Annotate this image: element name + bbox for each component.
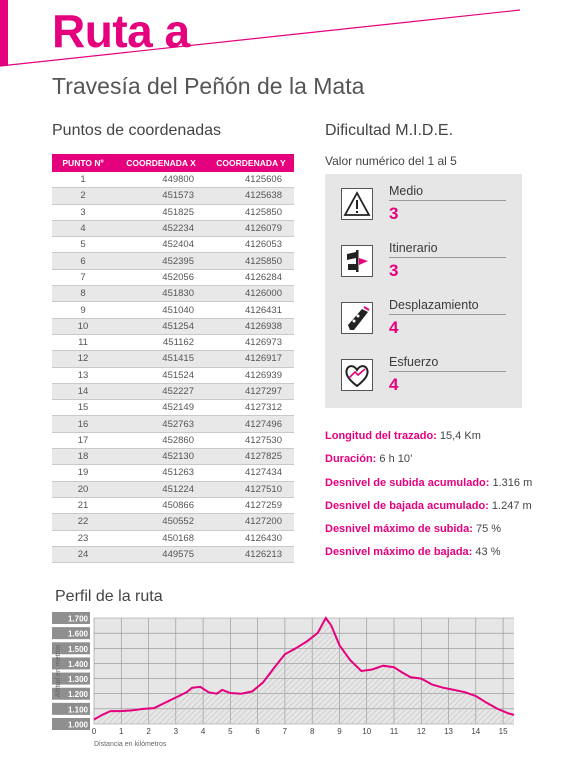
table-row <box>52 449 294 465</box>
cell-y: 4127259 <box>208 497 294 513</box>
table-row <box>52 269 294 285</box>
stat-length: Longitud del trazado: 15,4 Km <box>325 430 481 442</box>
cell-y: 4127312 <box>208 400 294 416</box>
table-row <box>52 351 294 367</box>
cell-y: 4126973 <box>208 334 294 350</box>
x-tick-label: 2 <box>146 727 151 736</box>
cell-y: 4127496 <box>208 416 294 432</box>
x-tick-label: 0 <box>91 727 97 736</box>
mide-item-desplazamiento <box>325 292 522 348</box>
cell-point: 6 <box>52 253 114 269</box>
route-stats <box>325 430 565 570</box>
y-tick-label: 1.100 <box>67 705 88 715</box>
table-row <box>52 514 294 530</box>
cell-point: 19 <box>52 465 114 481</box>
x-tick-label: 14 <box>471 727 481 736</box>
cell-y: 4127510 <box>208 481 294 497</box>
mide-panel <box>325 174 522 408</box>
y-tick-label: 1.200 <box>67 690 88 700</box>
cell-x: 451254 <box>114 318 208 334</box>
x-tick-label: 11 <box>389 727 399 736</box>
cell-x: 452763 <box>114 416 208 432</box>
cell-point: 12 <box>52 351 114 367</box>
x-tick-label: 7 <box>282 727 288 736</box>
table-row <box>52 416 294 432</box>
cell-x: 451162 <box>114 334 208 350</box>
boot-icon <box>341 302 373 334</box>
mide-divider <box>389 257 506 258</box>
table-row <box>52 367 294 383</box>
x-tick-label: 3 <box>173 727 179 736</box>
x-tick-label: 8 <box>309 727 315 736</box>
x-tick-label: 10 <box>362 727 372 736</box>
y-tick-label: 1.700 <box>67 614 88 624</box>
cell-point: 7 <box>52 269 114 285</box>
x-tick-label: 12 <box>416 727 426 736</box>
table-row <box>52 497 294 513</box>
cell-y: 4126431 <box>208 302 294 318</box>
cell-point: 18 <box>52 449 114 465</box>
y-axis-label: Altitud en metros <box>55 644 62 698</box>
cell-y: 4126938 <box>208 318 294 334</box>
cell-x: 450168 <box>114 530 208 546</box>
table-row <box>52 237 294 253</box>
cell-x: 451573 <box>114 188 208 204</box>
table-row <box>52 318 294 334</box>
stat-ascent-total: Desnivel de subida acumulado: 1.316 m <box>325 476 533 489</box>
mide-value: 4 <box>389 318 399 337</box>
cell-point: 11 <box>52 334 114 350</box>
table-row <box>52 172 294 188</box>
table-row <box>52 302 294 318</box>
cell-point: 22 <box>52 514 114 530</box>
cell-y: 4125850 <box>208 204 294 220</box>
mide-label: Medio <box>389 184 424 198</box>
elevation-profile-chart <box>52 610 522 755</box>
cell-x: 452130 <box>114 449 208 465</box>
x-tick-label: 6 <box>255 727 260 736</box>
cell-x: 452860 <box>114 432 208 448</box>
mide-item-esfuerzo <box>325 349 522 405</box>
cell-y: 4125638 <box>208 188 294 204</box>
cell-point: 23 <box>52 530 114 546</box>
mide-label: Desplazamiento <box>389 298 479 312</box>
cell-y: 4125850 <box>208 253 294 269</box>
cell-y: 4127530 <box>208 432 294 448</box>
cell-x: 452395 <box>114 253 208 269</box>
x-tick-label: 13 <box>444 727 453 736</box>
table-row <box>52 188 294 204</box>
cell-x: 452056 <box>114 269 208 285</box>
table-row <box>52 481 294 497</box>
cell-y: 4126079 <box>208 220 294 236</box>
table-row <box>52 253 294 269</box>
cell-point: 24 <box>52 546 114 562</box>
cell-y: 4126053 <box>208 237 294 253</box>
x-tick-label: 4 <box>200 727 206 736</box>
cell-y: 4127434 <box>208 465 294 481</box>
cell-point: 21 <box>52 497 114 513</box>
y-tick-label: 1.000 <box>67 720 88 730</box>
cell-point: 1 <box>52 172 114 188</box>
cell-x: 451415 <box>114 351 208 367</box>
x-tick-label: 5 <box>228 727 233 736</box>
stat-descent-total: Desnivel de bajada acumulado: 1.247 m <box>325 499 532 512</box>
y-tick-label: 1.600 <box>67 629 88 639</box>
x-tick-label: 9 <box>337 727 342 736</box>
cell-y: 4127297 <box>208 383 294 399</box>
table-row <box>52 220 294 236</box>
cell-y: 4126939 <box>208 367 294 383</box>
coordinates-table <box>52 154 294 563</box>
cell-point: 9 <box>52 302 114 318</box>
profile-heading: Perfil de la ruta <box>55 588 163 605</box>
stat-max-ascent: Desnivel máximo de subida: 75 % <box>325 523 502 536</box>
cell-y: 4126000 <box>208 286 294 302</box>
cell-y: 4125606 <box>208 172 294 188</box>
cell-x: 451263 <box>114 465 208 481</box>
cell-x: 452234 <box>114 220 208 236</box>
cell-y: 4126430 <box>208 530 294 546</box>
coordinates-table-body <box>52 172 294 563</box>
table-row <box>52 465 294 481</box>
cell-x: 449575 <box>114 546 208 562</box>
cell-x: 451825 <box>114 204 208 220</box>
y-tick-label: 1.400 <box>67 659 88 669</box>
column-header-y: COORDENADA Y <box>208 154 294 172</box>
mide-label: Esfuerzo <box>389 355 439 369</box>
cell-point: 10 <box>52 318 114 334</box>
mide-item-itinerario <box>325 235 522 291</box>
cell-x: 452149 <box>114 400 208 416</box>
coords-heading: Puntos de coordenadas <box>52 122 222 139</box>
x-tick-label: 15 <box>498 727 508 736</box>
stat-max-descent: Desnivel máximo de bajada: 43 % <box>325 546 501 559</box>
cell-y: 4126284 <box>208 269 294 285</box>
column-header-x: COORDENADA X <box>114 154 208 172</box>
cell-point: 4 <box>52 220 114 236</box>
cell-x: 452227 <box>114 383 208 399</box>
cell-x: 452404 <box>114 237 208 253</box>
cell-y: 4126213 <box>208 546 294 562</box>
mide-heading: Dificultad M.I.D.E. <box>325 122 454 139</box>
mide-value: 3 <box>389 261 399 280</box>
y-tick-label: 1.500 <box>67 644 88 654</box>
cell-point: 17 <box>52 432 114 448</box>
mide-item-medio <box>325 178 522 234</box>
cell-point: 8 <box>52 286 114 302</box>
cell-y: 4127825 <box>208 449 294 465</box>
mide-value: 3 <box>389 204 399 223</box>
mide-divider <box>389 371 506 372</box>
x-axis-label: Distancia en kilómetros <box>94 741 167 748</box>
cell-x: 451224 <box>114 481 208 497</box>
cell-point: 5 <box>52 237 114 253</box>
mide-divider <box>389 314 506 315</box>
cell-point: 15 <box>52 400 114 416</box>
cell-y: 4126917 <box>208 351 294 367</box>
table-row <box>52 286 294 302</box>
mide-label: Itinerario <box>389 241 438 255</box>
y-tick-label: 1.300 <box>67 675 88 685</box>
cell-point: 20 <box>52 481 114 497</box>
table-row <box>52 334 294 350</box>
warning-triangle-icon <box>341 188 373 220</box>
table-row <box>52 400 294 416</box>
cell-point: 14 <box>52 383 114 399</box>
mide-value: 4 <box>389 375 399 394</box>
table-row <box>52 546 294 562</box>
table-row <box>52 204 294 220</box>
table-row <box>52 530 294 546</box>
cell-point: 2 <box>52 188 114 204</box>
cell-x: 451524 <box>114 367 208 383</box>
cell-x: 450866 <box>114 497 208 513</box>
stat-duration: Duración: 6 h 10’ <box>325 453 413 466</box>
signpost-icon <box>341 245 373 277</box>
cell-x: 451040 <box>114 302 208 318</box>
cell-x: 451830 <box>114 286 208 302</box>
cell-x: 449800 <box>114 172 208 188</box>
cell-point: 16 <box>52 416 114 432</box>
mide-caption: Valor numérico del 1 al 5 <box>325 154 457 168</box>
cell-point: 3 <box>52 204 114 220</box>
heart-icon <box>341 359 373 391</box>
x-tick-label: 1 <box>119 727 124 736</box>
cell-x: 450552 <box>114 514 208 530</box>
table-row <box>52 383 294 399</box>
column-header-point: PUNTO Nº <box>52 154 114 172</box>
table-row <box>52 432 294 448</box>
cell-point: 13 <box>52 367 114 383</box>
page-title: Ruta a <box>52 5 190 57</box>
page-subtitle: Travesía del Peñón de la Mata <box>52 73 365 99</box>
mide-divider <box>389 200 506 201</box>
cell-y: 4127200 <box>208 514 294 530</box>
